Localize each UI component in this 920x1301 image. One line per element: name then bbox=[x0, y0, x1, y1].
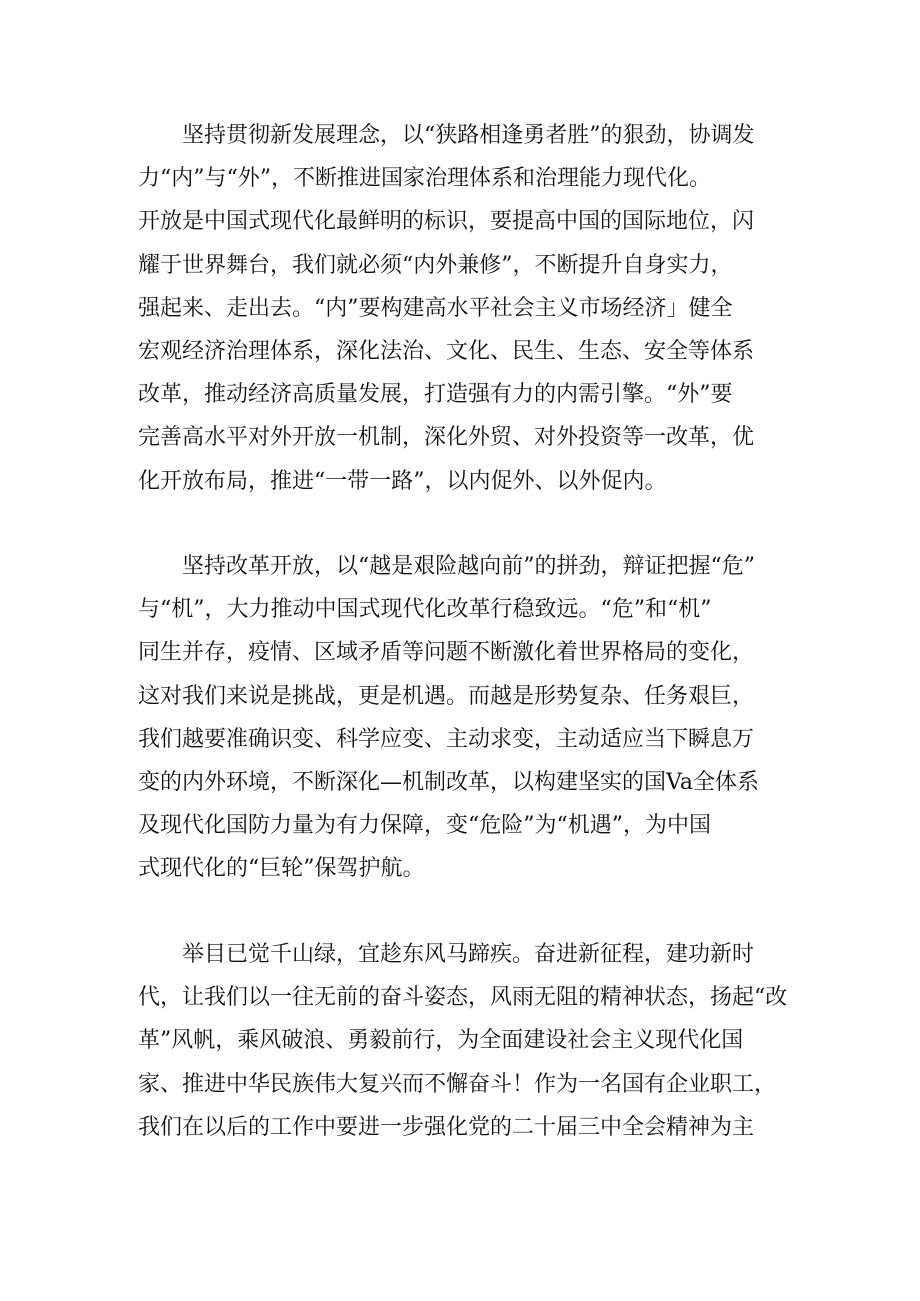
paragraph-line: 式现代化的“巨轮”保驾护航。 bbox=[138, 856, 425, 882]
paragraph-line: 我们在以后的工作中要进一步强化党的二十届三中全会精神为主 bbox=[138, 1114, 755, 1140]
paragraph-line: 革”风帆，乘风破浪、勇毅前行，为全面建设社会主义现代化国 bbox=[138, 1028, 744, 1054]
paragraph-line: 改革，推动经济高质量发展，打造强有力的内需引擎。“外”要 bbox=[138, 382, 733, 408]
paragraph-line: 宏观经济治理体系，深化法治、文化、民生、生态、安全等体系 bbox=[138, 338, 755, 364]
paragraph-line: 与“机”，大力推动中国式现代化改革行稳致远。“危”和“机” bbox=[138, 597, 712, 623]
paragraph-line: 举目已觉千山绿，宜趁东风马蹄疾。奋进新征程，建功新时 bbox=[182, 942, 755, 967]
paragraph-line: 耀于世界舞台，我们就必须“内外兼修”，不断提升自身实力， bbox=[138, 252, 733, 278]
paragraph-line: 化开放布局，推进“一带一路”，以内促外、以外促内。 bbox=[138, 468, 667, 494]
paragraph-line: 力“内”与“外”，不断推进国家治理体系和治理能力现代化。 bbox=[138, 166, 711, 192]
paragraph-line: 坚持改革开放，以“越是艰险越向前”的拼劲，辩证把握“危” bbox=[182, 554, 755, 579]
paragraph-new-journey bbox=[138, 933, 798, 1149]
paragraph-line: 坚持贯彻新发展理念，以“狭路相逢勇者胜”的狠劲，协调发 bbox=[182, 123, 755, 148]
paragraph-line: 我们越要准确识变、科学应变、主动求变，主动适应当下瞬息万 bbox=[138, 726, 755, 752]
paragraph-line: 开放是中国式现代化最鲜明的标识，要提高中国的国际地位，闪 bbox=[138, 209, 755, 235]
paragraph-line: 这对我们来说是挑战，更是机遇。而越是形势复杂、任务艰巨， bbox=[138, 683, 755, 709]
paragraph-line: 家、推进中华民族伟大复兴而不懈奋斗！作为一名国有企业职工， bbox=[138, 1071, 777, 1097]
paragraph-line: 及现代化国防力量为有力保障，变“危险”为“机遇”，为中国 bbox=[138, 813, 711, 839]
paragraph-line: 变的内外环境，不断深化—机制改革，以构建坚实的国Va全体系 bbox=[138, 769, 759, 795]
paragraph-line: 代，让我们以一往无前的奋斗姿态，风雨无阻的精神状态，扬起“改 bbox=[138, 985, 788, 1011]
paragraph-line: 同生并存，疫情、区域矛盾等问题不断激化着世界格局的变化， bbox=[138, 640, 755, 666]
paragraph-new-development-philosophy bbox=[138, 114, 798, 503]
paragraph-reform-opening bbox=[138, 545, 798, 891]
paragraph-line: 强起来、走出去。“内”要构建高水平社会主义市场经济」健全 bbox=[138, 295, 733, 321]
paragraph-line: 完善高水平对外开放一机制，深化外贸、对外投资等一改革，优 bbox=[138, 425, 755, 451]
